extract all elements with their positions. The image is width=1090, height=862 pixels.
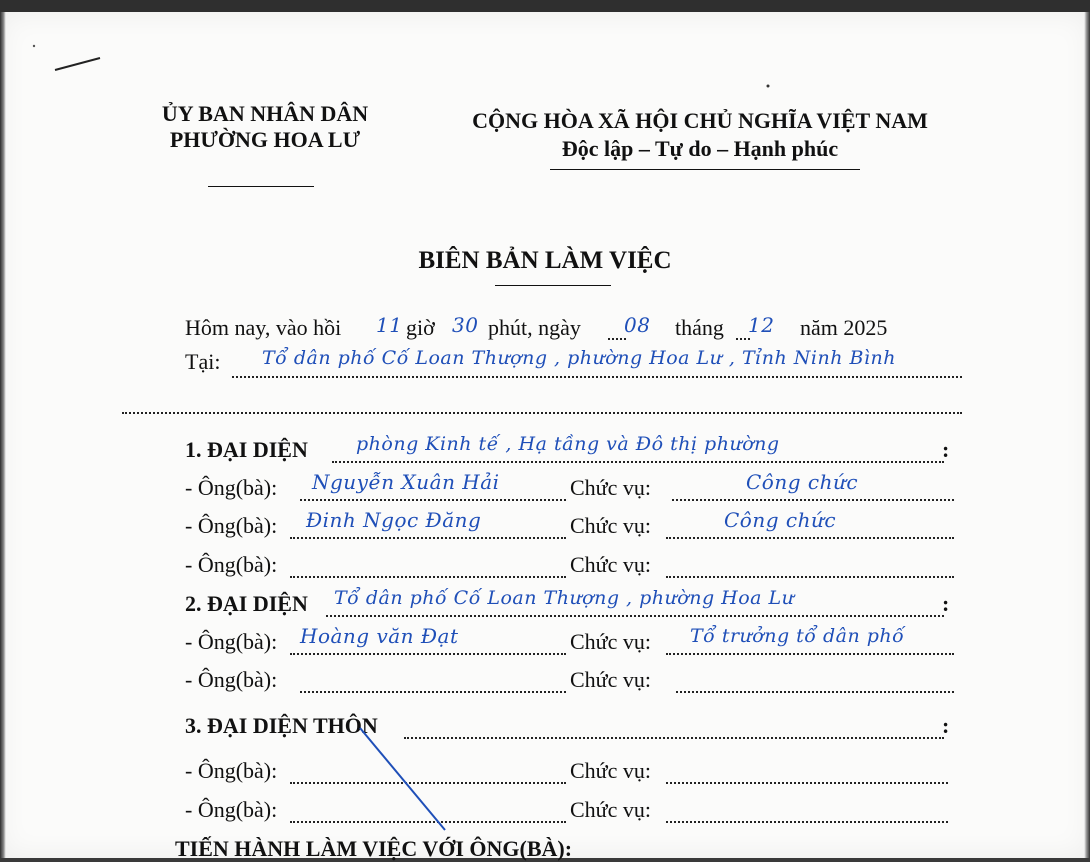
national-title: CỘNG HÒA XÃ HỘI CHỦ NGHĨA VIỆT NAM: [472, 108, 928, 133]
s1-row1-role: Công chức: [746, 470, 859, 494]
time-month-label: tháng: [675, 315, 724, 340]
s1-row3-role-label: Chức vụ:: [570, 552, 651, 577]
section2-value: Tổ dân phố Cố Loan Thượng , phường Hoa Lư: [334, 587, 795, 609]
time-month-value: 12: [748, 313, 775, 337]
ink-speck: [33, 45, 35, 47]
s2-row1-role-label: Chức vụ:: [570, 629, 651, 654]
s3-row2-label: - Ông(bà):: [185, 797, 278, 822]
section2-heading: 2. ĐẠI DIỆN: [185, 591, 308, 616]
section1-heading: 1. ĐẠI DIỆN: [185, 437, 308, 462]
authority-name-line2: PHƯỜNG HOA LƯ: [169, 127, 361, 152]
s1-row2-role: Công chức: [724, 508, 837, 532]
s1-row2-name: Đinh Ngọc Đăng: [306, 508, 482, 532]
s3-row2-role-label: Chức vụ:: [570, 797, 651, 822]
document-title: BIÊN BẢN LÀM VIỆC: [418, 247, 672, 274]
location-label: Tại:: [185, 349, 221, 374]
s2-row1-name: Hoàng văn Đạt: [300, 624, 459, 648]
s1-row1-name: Nguyễn Xuân Hải: [312, 470, 500, 494]
time-minute-value: 30: [452, 313, 479, 337]
authority-name-line1: ỦY BAN NHÂN DÂN: [161, 101, 369, 126]
location-value: Tổ dân phố Cố Loan Thượng , phường Hoa Lư , Tỉnh Ninh Bình: [262, 347, 896, 369]
s1-row2-role-label: Chức vụ:: [570, 513, 651, 538]
ink-speck: [767, 85, 770, 88]
s1-row2-label: - Ông(bà):: [185, 513, 278, 538]
section1-value: phòng Kinh tế , Hạ tầng và Đô thị phường: [356, 433, 780, 455]
s1-row3-label: - Ông(bà):: [185, 552, 278, 577]
section3-colon: :: [942, 713, 950, 738]
stray-pen-stroke: [55, 58, 100, 70]
time-prefix: Hôm nay, vào hồi: [185, 315, 342, 340]
time-hour-value: 11: [376, 313, 403, 337]
national-motto: Độc lập – Tự do – Hạnh phúc: [561, 136, 839, 161]
time-day-value: 08: [624, 313, 651, 337]
footer-heading: TIẾN HÀNH LÀM VIỆC VỚI ÔNG(BÀ):: [175, 836, 573, 861]
time-minute-label: phút, ngày: [488, 315, 581, 340]
time-hour-label: giờ: [406, 315, 435, 340]
s3-row1-label: - Ông(bà):: [185, 758, 278, 783]
s2-row1-label: - Ông(bà):: [185, 629, 278, 654]
time-year-label: năm 2025: [800, 315, 888, 340]
s2-row2-role-label: Chức vụ:: [570, 667, 651, 692]
strike-through-line: [360, 728, 445, 830]
section1-colon: :: [942, 437, 950, 462]
s2-row1-role: Tổ trưởng tổ dân phố: [690, 625, 905, 647]
section2-colon: :: [942, 591, 950, 616]
section3-heading: 3. ĐẠI DIỆN THÔN: [185, 713, 378, 738]
s2-row2-label: - Ông(bà):: [185, 667, 278, 692]
s3-row1-role-label: Chức vụ:: [570, 758, 651, 783]
s1-row1-label: - Ông(bà):: [185, 475, 278, 500]
s1-row1-role-label: Chức vụ:: [570, 475, 651, 500]
